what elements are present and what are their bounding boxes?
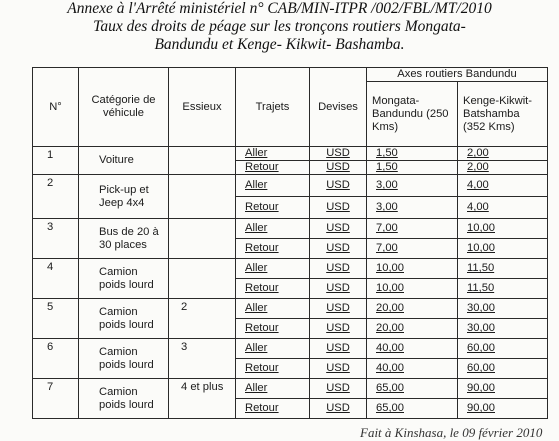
axle-count: 2 (169, 299, 236, 339)
trip-direction: Retour (245, 201, 279, 213)
currency: USD (326, 161, 350, 173)
toll-mongata-bandundu: 65,00 (376, 402, 404, 414)
vehicle-category: Camion poids lourd (79, 299, 169, 339)
trip-direction: Aller (245, 382, 268, 394)
toll-kenge-kikwit-batshamba: 10,00 (467, 222, 495, 234)
row-number: 5 (33, 299, 79, 339)
header-axles: Essieux (169, 68, 236, 147)
axle-count: 3 (169, 339, 236, 379)
toll-kenge-kikwit-batshamba: 4,00 (467, 179, 489, 191)
axle-count (169, 175, 236, 219)
toll-mongata-bandundu: 7,00 (376, 242, 398, 254)
toll-kenge-kikwit-batshamba: 30,00 (467, 322, 495, 334)
table-row (33, 259, 548, 279)
toll-mongata-bandundu: 40,00 (376, 362, 404, 374)
row-number: 7 (33, 379, 79, 419)
axle-count (169, 259, 236, 299)
currency: USD (326, 179, 350, 191)
trip-direction: Retour (245, 402, 279, 414)
table-row (33, 299, 548, 319)
currency: USD (326, 147, 350, 159)
row-number: 6 (33, 339, 79, 379)
table-row (33, 339, 548, 359)
toll-kenge-kikwit-batshamba: 4,00 (467, 201, 489, 213)
toll-kenge-kikwit-batshamba: 60,00 (467, 362, 495, 374)
toll-mongata-bandundu: 20,00 (376, 322, 404, 334)
currency: USD (326, 322, 350, 334)
toll-kenge-kikwit-batshamba: 2,00 (467, 161, 489, 173)
toll-mongata-bandundu: 20,00 (376, 302, 404, 314)
currency: USD (326, 402, 350, 414)
toll-mongata-bandundu: 1,50 (376, 147, 398, 159)
trip-direction: Aller (245, 179, 268, 191)
table-row (33, 147, 548, 161)
title-line-2: Taux des droits de péage sur les tronçons routiers Mongata- (93, 18, 466, 35)
toll-kenge-kikwit-batshamba: 11,50 (467, 262, 495, 274)
axle-count: 4 et plus (169, 379, 236, 419)
toll-kenge-kikwit-batshamba: 10,00 (467, 242, 495, 254)
toll-mongata-bandundu: 10,00 (376, 282, 404, 294)
toll-kenge-kikwit-batshamba: 90,00 (467, 382, 495, 394)
table-row (33, 175, 548, 197)
toll-kenge-kikwit-batshamba: 90,00 (467, 402, 495, 414)
currency: USD (326, 282, 350, 294)
vehicle-category: Bus de 20 à 30 places (79, 219, 169, 259)
trip-direction: Retour (245, 322, 279, 334)
trip-direction: Aller (245, 342, 268, 354)
currency: USD (326, 302, 350, 314)
toll-mongata-bandundu: 3,00 (376, 179, 398, 191)
currency: USD (326, 382, 350, 394)
toll-mongata-bandundu: 7,00 (376, 222, 398, 234)
header-route-kenge: Kenge-Kikwit-Batshamba (352 Kms) (458, 82, 548, 147)
toll-kenge-kikwit-batshamba: 30,00 (467, 302, 495, 314)
vehicle-category: Camion poids lourd (79, 379, 169, 419)
trip-direction: Retour (245, 242, 279, 254)
header-route-mongata: Mongata-Bandundu (250 Kms) (367, 82, 458, 147)
footer-signature-line: Fait à Kinshasa, le 09 février 2010 (360, 425, 543, 440)
vehicle-category: Camion poids lourd (79, 259, 169, 299)
vehicle-category: Camion poids lourd (79, 339, 169, 379)
row-number: 2 (33, 175, 79, 219)
toll-mongata-bandundu: 3,00 (376, 201, 398, 213)
document-title (0, 0, 559, 54)
row-number: 3 (33, 219, 79, 259)
toll-kenge-kikwit-batshamba: 2,00 (467, 147, 489, 159)
header-category: Catégorie de véhicule (79, 68, 169, 147)
toll-mongata-bandundu: 10,00 (376, 262, 404, 274)
title-line-1: Annexe à l'Arrêté ministériel n° CAB/MIN-ITPR /002/FBL/MT/2010 (67, 0, 492, 17)
toll-kenge-kikwit-batshamba: 11,50 (467, 282, 495, 294)
currency: USD (326, 222, 350, 234)
header-road-axes: Axes routiers Bandundu (367, 68, 548, 82)
trip-direction: Retour (245, 362, 279, 374)
toll-kenge-kikwit-batshamba: 60,00 (467, 342, 495, 354)
axle-count (169, 219, 236, 259)
currency: USD (326, 242, 350, 254)
header-num: N° (33, 68, 79, 147)
title-line-3: Bandundu et Kenge- Kikwit- Bashamba. (154, 36, 405, 53)
trip-direction: Aller (245, 147, 268, 159)
toll-mongata-bandundu: 40,00 (376, 342, 404, 354)
toll-rates-table (32, 67, 548, 419)
trip-direction: Retour (245, 282, 279, 294)
trip-direction: Aller (245, 302, 268, 314)
vehicle-category: Voiture (79, 147, 169, 175)
currency: USD (326, 362, 350, 374)
header-currency: Devises (310, 68, 367, 147)
header-trips: Trajets (236, 68, 310, 147)
vehicle-category: Pick-up et Jeep 4x4 (79, 175, 169, 219)
toll-mongata-bandundu: 1,50 (376, 161, 398, 173)
trip-direction: Retour (245, 161, 279, 173)
row-number: 4 (33, 259, 79, 299)
toll-mongata-bandundu: 65,00 (376, 382, 404, 394)
currency: USD (326, 201, 350, 213)
table-body (33, 147, 548, 419)
table-row (33, 379, 548, 399)
currency: USD (326, 342, 350, 354)
axle-count (169, 147, 236, 175)
table-row (33, 219, 548, 239)
trip-direction: Aller (245, 222, 268, 234)
currency: USD (326, 262, 350, 274)
trip-direction: Aller (245, 262, 268, 274)
row-number: 1 (33, 147, 79, 175)
